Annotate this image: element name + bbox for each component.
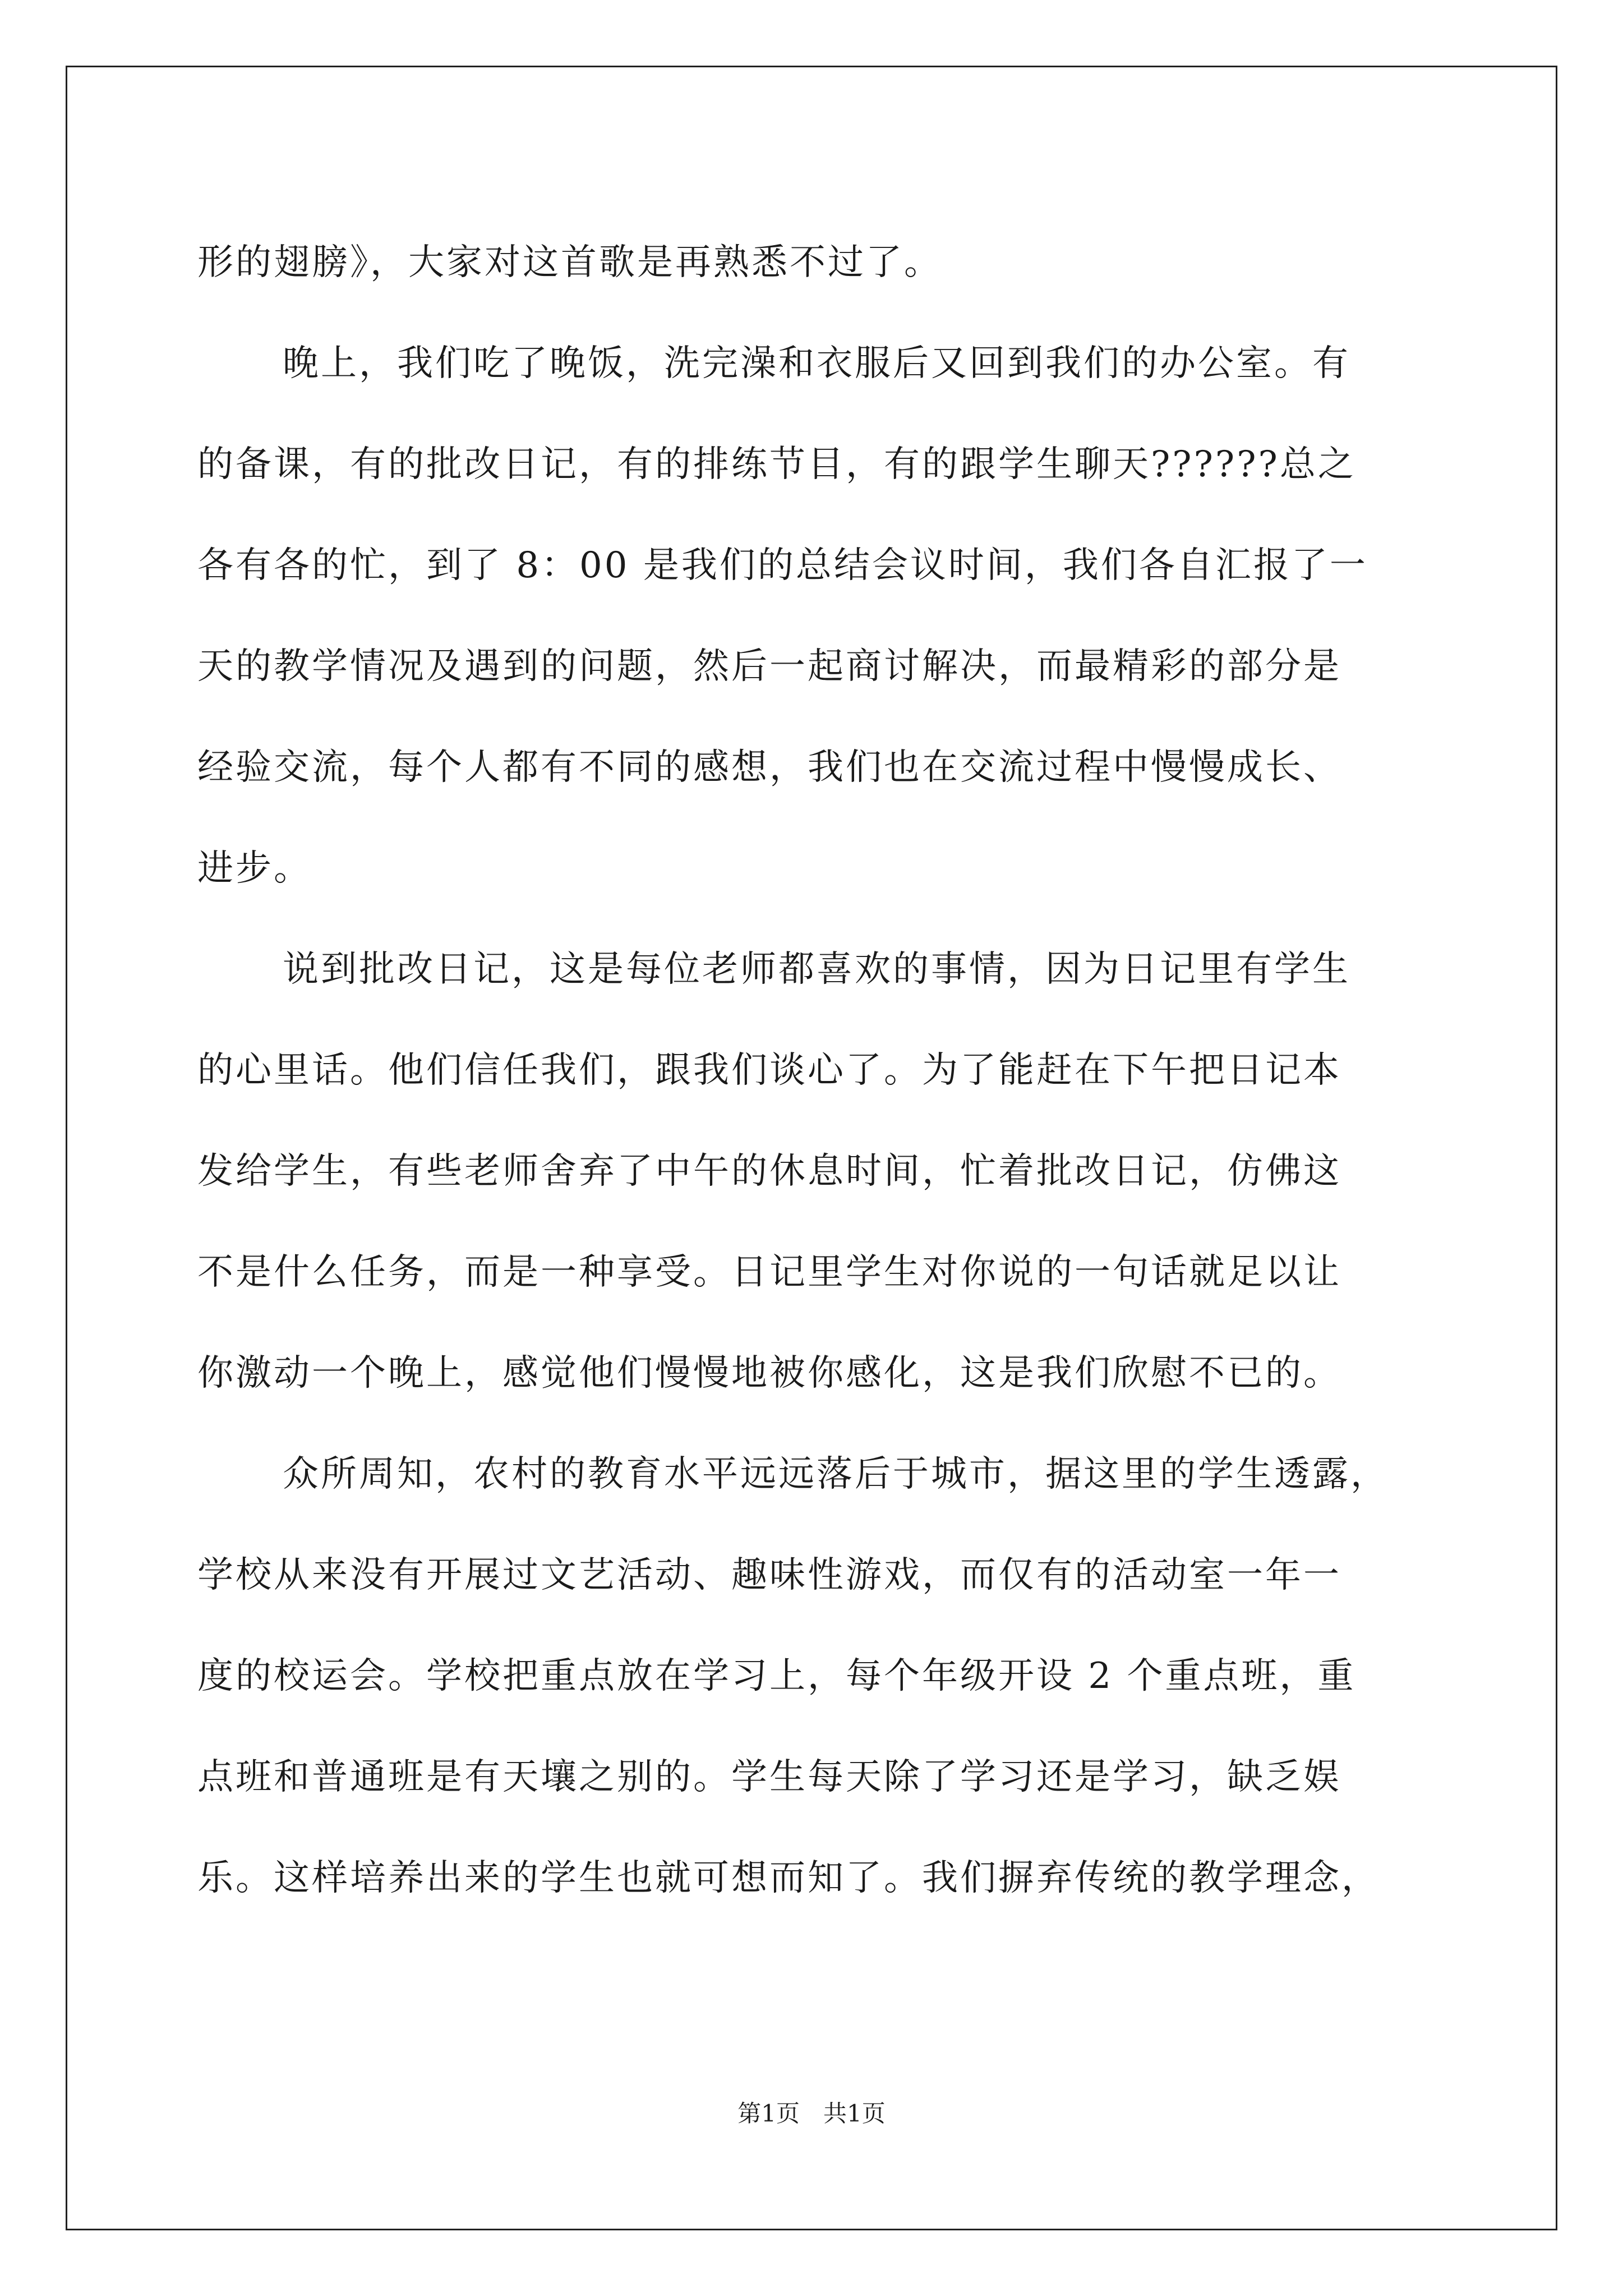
text-line: 天的教学情况及遇到的问题，然后一起商讨解决，而最精彩的部分是: [197, 646, 1341, 687]
text-line: 你激动一个晚上，感觉他们慢慢地被你感化，这是我们欣慰不已的。: [197, 1352, 1341, 1394]
text-line: 说到批改日记，这是每位老师都喜欢的事情，因为日记里有学生: [283, 949, 1350, 990]
text-line: 度的校运会。学校把重点放在学习上，每个年级开设 2 个重点班，重: [197, 1655, 1356, 1697]
text-line: 各有各的忙，到了 8：00 是我们的总结会议时间，我们各自汇报了一: [197, 545, 1368, 586]
text-line: 发给学生，有些老师舍弃了中午的休息时间，忙着批改日记，仿佛这: [197, 1151, 1341, 1192]
text-line: 经验交流，每个人都有不同的感想，我们也在交流过程中慢慢成长、: [197, 747, 1341, 788]
document-body: [197, 212, 1426, 1929]
text-line: 形的翅膀》，大家对这首歌是再熟悉不过了。: [197, 242, 942, 283]
text-line: 乐。这样培养出来的学生也就可想而知了。我们摒弃传统的教学理念，: [197, 1857, 1380, 1899]
text-line: 众所周知，农村的教育水平远远落后于城市，据这里的学生透露，: [283, 1453, 1389, 1495]
text-line: 进步。: [197, 848, 312, 889]
text-line: 学校从来没有开展过文艺活动、趣味性游戏，而仅有的活动室一年一: [197, 1554, 1341, 1596]
text-line: 不是什么任务，而是一种享受。日记里学生对你说的一句话就足以让: [197, 1251, 1341, 1293]
text-line: 晚上，我们吃了晚饭，洗完澡和衣服后又回到我们的办公室。有: [283, 343, 1350, 384]
text-line: 的备课，有的批改日记，有的排练节目，有的跟学生聊天??????总之: [197, 444, 1356, 485]
text-line: 的心里话。他们信任我们，跟我们谈心了。为了能赶在下午把日记本: [197, 1050, 1341, 1091]
page-number-footer: 第1页 共1页: [737, 2100, 886, 2127]
text-line: 点班和普通班是有天壤之别的。学生每天除了学习还是学习，缺乏娱: [197, 1756, 1341, 1798]
